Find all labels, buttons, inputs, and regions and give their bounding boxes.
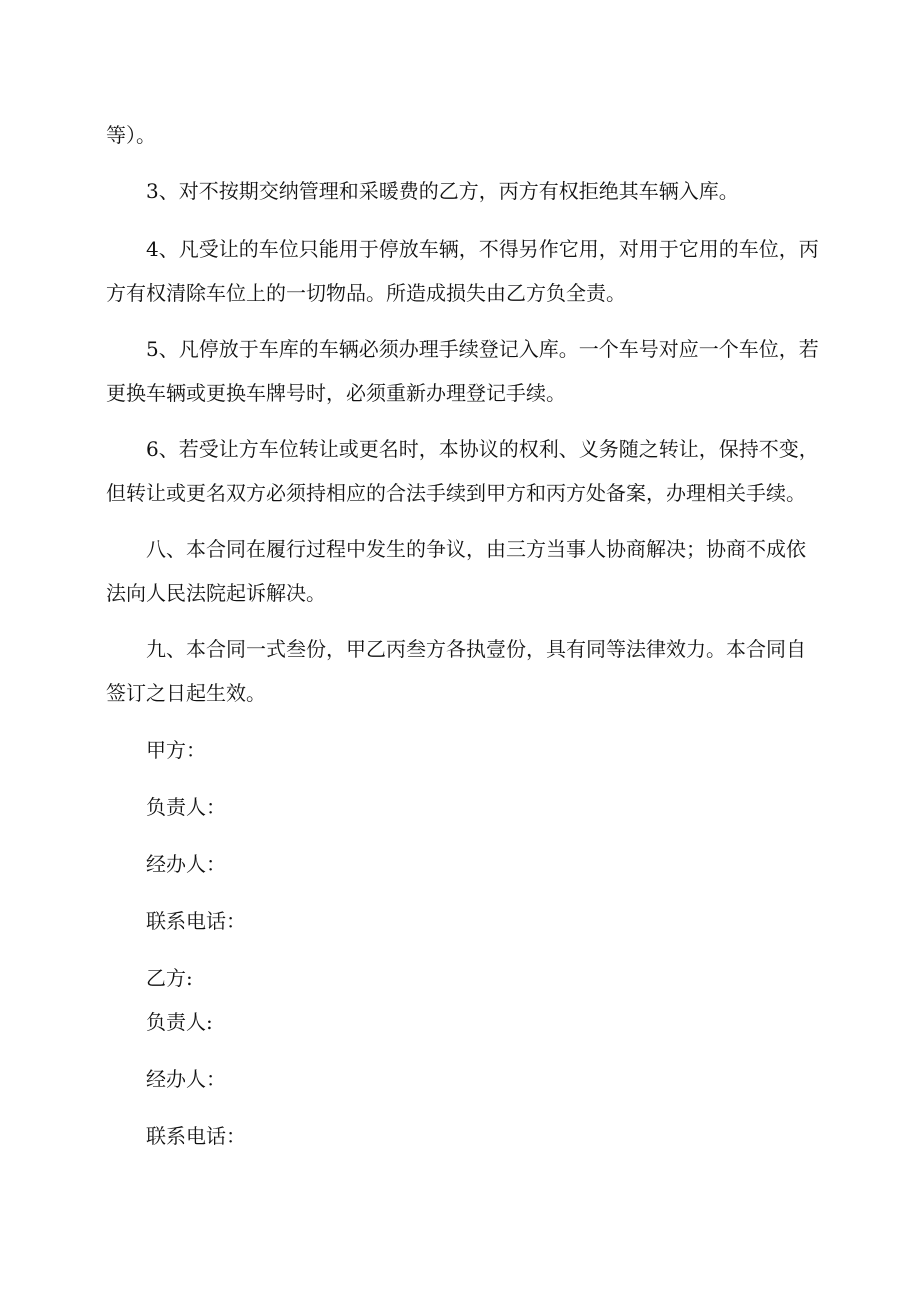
party-b-responsible: 负责人: [146, 1010, 213, 1034]
item-6-line-2: 但转让或更名双方必须持相应的合法手续到甲方和丙方处备案，办理相关手续。 [106, 481, 806, 505]
party-a-responsible: 负责人： [146, 795, 226, 819]
party-a-handler: 经办人： [146, 852, 226, 876]
clause-8-line-1: 八、本合同在履行过程中发生的争议，由三方当事人协商解决；协商不成依 [146, 537, 806, 561]
paragraph-continuation: 等）。 [106, 123, 156, 147]
item-3-text: 3、对不按期交纳管理和采暖费的乙方，丙方有权拒绝其车辆入库。 [146, 179, 739, 203]
clause-9-line-2: 签订之日起生效。 [106, 681, 266, 705]
party-a-phone: 联系电话： [146, 909, 246, 933]
party-b-handler: 经办人： [146, 1067, 226, 1091]
party-a-title: 甲方： [146, 738, 206, 762]
item-6-line-1: 6、若受让方车位转让或更名时，本协议的权利、义务随之转让，保持不变， [146, 437, 819, 461]
item-4-line-2: 方有权清除车位上的一切物品。所造成损失由乙方负全责。 [106, 281, 626, 305]
item-4-line-1: 4、凡受让的车位只能用于停放车辆，不得另作它用，对用于它用的车位，丙 [146, 237, 819, 261]
party-b-phone: 联系电话： [146, 1124, 246, 1148]
item-5-line-1: 5、凡停放于车库的车辆必须办理手续登记入库。一个车号对应一个车位，若 [146, 337, 819, 361]
item-5-line-2: 更换车辆或更换车牌号时，必须重新办理登记手续。 [106, 381, 566, 405]
clause-8-line-2: 法向人民法院起诉解决。 [106, 581, 326, 605]
party-b-title: 乙方: [146, 966, 193, 990]
clause-9-line-1: 九、本合同一式叁份，甲乙丙叁方各执壹份，具有同等法律效力。本合同自 [146, 637, 806, 661]
